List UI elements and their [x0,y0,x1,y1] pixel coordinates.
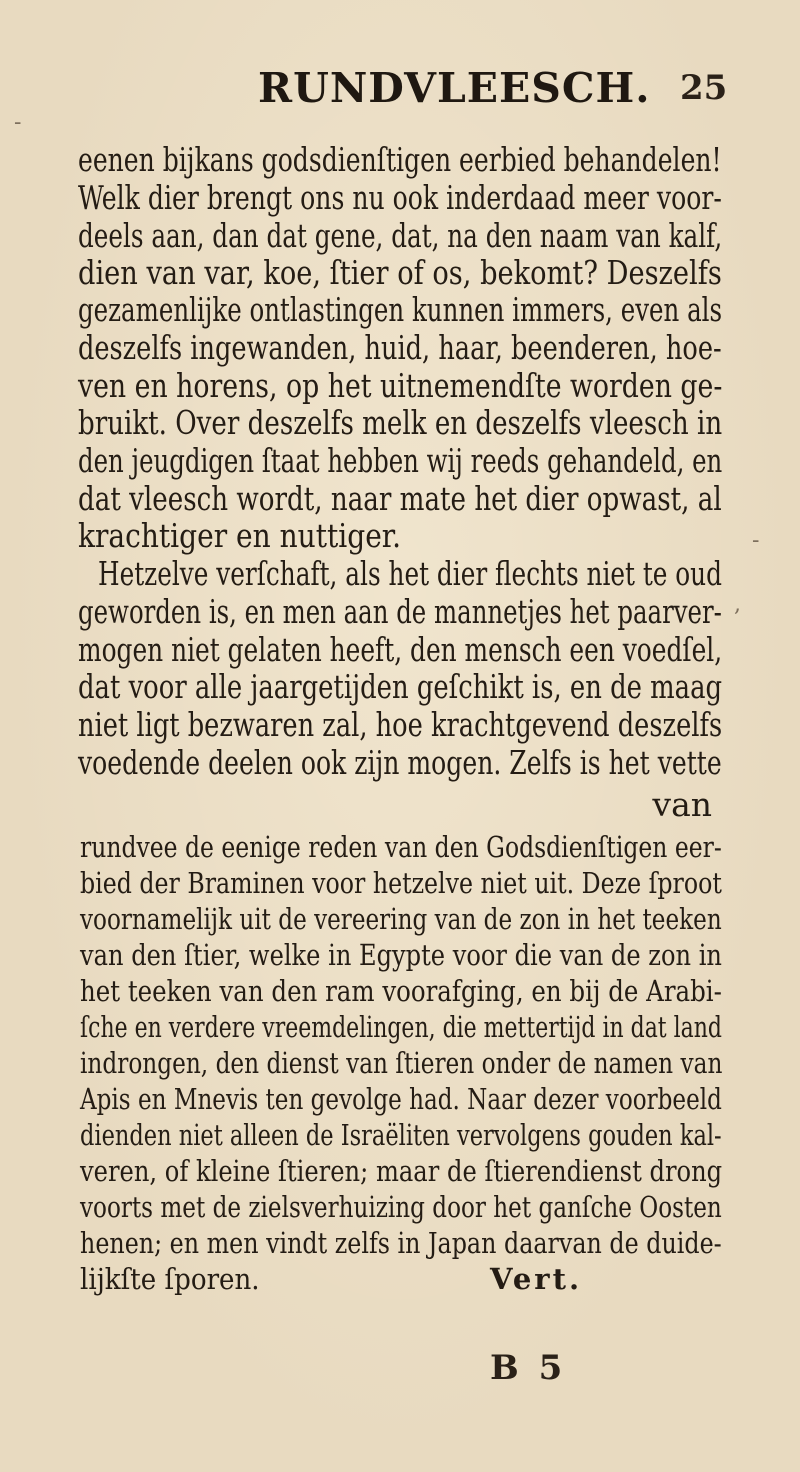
text-line: gezamenlijke ontlastingen kunnen immers, even als [78,290,723,329]
margin-speck: , [734,592,741,617]
text-line: dat vleesch wordt, naar mate het dier opwast, al [78,479,722,518]
footnote-line: dienden niet alleen de Israëliten vervolgens gouden kal- [80,1118,722,1152]
translator-mark: Vert. [490,1262,583,1296]
text-line: den jeugdigen ſtaat hebben wij reeds gehandeld, en [78,441,723,480]
text-line: Welk dier brengt ons nu ook inderdaad meer voor- [78,178,722,217]
footnote-line: het teeken van den ram voorafging, en bij de Arabi- [80,974,722,1008]
footnote-line: voornamelijk uit de vereering van de zon in het teeken [80,902,722,936]
text-line: ven en horens, op het uitnemendſte worden ge- [78,366,723,405]
footnote-line: henen; en men vindt zelfs in Japan daarvan de duide- [80,1226,722,1260]
footnote-line: voorts met de zielsverhuizing door het ganſche Oosten [80,1190,722,1224]
text-line: dien van var, koe, ſtier of os, bekomt? Deszelfs [78,253,722,292]
text-line: geworden is, en men aan de mannetjes het paarver- [78,592,722,631]
footnote-line: rundvee de eenige reden van den Godsdienſtigen eer- [80,830,722,864]
text-line: bruikt. Over deszelfs melk en deszelfs vleesch in [78,403,723,442]
printer-signature: B 5 [490,1348,567,1388]
text-line: dat voor alle jaargetijden geſchikt is, en de maag [78,667,723,706]
page-header [0,62,800,122]
text-line: voedende deelen ook zijn mogen. Zelfs is het vette [78,743,722,782]
margin-speck: - [14,110,22,135]
footnote-line: indrongen, den dienst van ſtieren onder de namen van [80,1046,723,1080]
text-line: Hetzelve verſchaft, als het dier flechts niet te oud [98,554,722,593]
text-line: deszelfs ingewanden, huid, haar, beenderen, hoe- [78,328,722,367]
text-line: deels aan, dan dat gene, dat, na den naam van kalf, [78,216,723,255]
footnote-line: ſche en verdere vreemdelingen, die mettertijd in dat land [80,1010,722,1044]
running-title: RUNDVLEESCH. [258,64,651,112]
text-line: eenen bijkans godsdienſtigen eerbied behandelen! [78,140,722,179]
page-number: 25 [680,68,728,108]
text-line: mogen niet gelaten heeft, den mensch een voedſel, [78,630,723,669]
margin-speck: - [752,528,760,553]
catchword: van [652,785,712,824]
footnote-line: van den ſtier, welke in Egypte voor die van de zon in [80,938,722,972]
text-line: krachtiger en nuttiger. [78,516,402,555]
footnote-line: Apis en Mnevis ten gevolge had. Naar dezer voorbeeld [80,1082,722,1116]
footnote-line: lijkſte ſporen. [80,1262,260,1296]
text-line: niet ligt bezwaren zal, hoe krachtgevend deszelfs [78,705,723,744]
footnote-line: veren, of kleine ſtieren; maar de ſtierendienst drong [80,1154,723,1188]
footnote-line: bied der Braminen voor hetzelve niet uit. Deze ſproot [80,866,722,900]
